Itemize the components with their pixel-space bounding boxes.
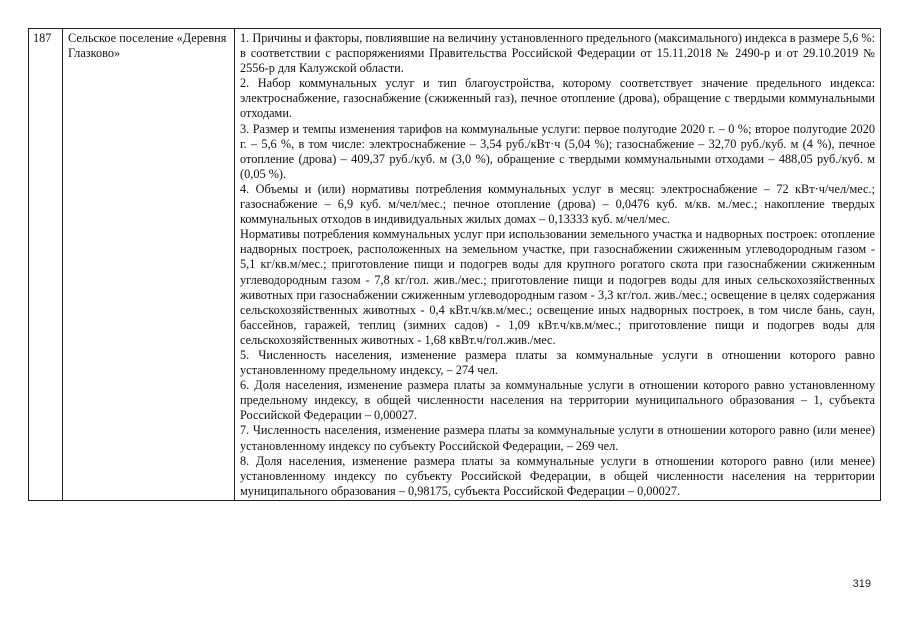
paragraph-8: 8. Доля населения, изменение размера платы за коммунальные услуги в отношении которого равно (или менее) установленному индексу по субъекту Российской Федерации, в общей численности населения на территории муниципального образования – 0,98175, субъекта Российской Федерации – 0,00027. — [240, 453, 875, 498]
paragraph-3: 3. Размер и темпы изменения тарифов на коммунальные услуги: первое полугодие 2020 г. – 0 %; второе полугодие 2020 г. – 5,6 %, в том числе: электроснабжение – 3,54 руб./кВт·ч (5,04 %); газоснабжение – 32,70 руб./куб. м (4 %), печное отопление (дрова) – 409,37 руб./куб. м (3,0 %), обращение с твердыми коммунальными отходами – 488,05 руб./куб. м (0,05 %). — [240, 121, 875, 181]
paragraph-norms: Нормативы потребления коммунальных услуг при использовании земельного участка и надворных построек: отопление надворных построек, расположенных на земельном участке, при газоснабжении сжиженным углеводородным газом - 5,1 кг/кв.м/мес.; приготовление пищи и подогрев воды для крупного рогатого скота при газоснабжении сжиженным углеводородным газом - 7,8 кг/гол. жив./мес.; приготовление пищи и подогрев воды для иных сельскохозяйственных животных при газоснабжении сжиженным углеводородным газом - 3,3 кг/гол. жив./мес.; освещение в целях содержания сельскохозяйственных животных - 0,4 кВт.ч/кв.м/мес.; освещение иных надворных построек, в том числе бань, саун, бассейнов, гаражей, теплиц (зимних садов) - 1,09 кВт.ч/кв.м/мес.; приготовление пищи и подогрев воды для сельскохозяйственных животных - 1,68 квВт.ч/гол.жив./мес. — [240, 227, 875, 347]
paragraph-5: 5. Численность населения, изменение размера платы за коммунальные услуги в отношении которого равно установленному предельному индексу, – 274 чел. — [240, 347, 875, 378]
paragraph-4: 4. Объемы и (или) нормативы потребления коммунальных услуг в месяц: электроснабжение – 72 кВт·ч/чел/мес.; газоснабжение – 6,9 куб. м/чел/мес.; печное отопление (дрова) – 0,0476 куб. м/кв. м./мес.; накопление твердых коммунальных отходов в индивидуальных жилых домах – 0,13333 куб. м/чел/мес. — [240, 181, 875, 227]
description-cell — [235, 29, 881, 501]
paragraph-6: 6. Доля населения, изменение размера платы за коммунальные услуги в отношении которого равно установленному предельному индексу, в общей численности населения на территории муниципального образования – 1, субъекта Российской Федерации – 0,00027. — [240, 378, 875, 423]
page-number: 319 — [852, 578, 871, 590]
paragraph-7: 7. Численность населения, изменение размера платы за коммунальные услуги в отношении которого равно (или менее) установленному индексу по субъекту Российской Федерации, – 269 чел. — [240, 423, 875, 453]
row-number-cell: 187 — [29, 29, 63, 501]
paragraph-2: 2. Набор коммунальных услуг и тип благоустройства, которому соответствует значение предельного индекса: электроснабжение, газоснабжение (сжиженный газ), печное отопление (дрова), обращение с твердыми коммунальными отходами. — [240, 76, 875, 121]
table-row — [29, 29, 881, 501]
paragraph-1: 1. Причины и факторы, повлиявшие на величину установленного предельного (максимального) индекса в размере 5,6 %: в соответствии с распоряжениями Правительства Российской Федерации от 15.11.2018 № 2490-р и от 29.10.2019 № 2556-р для Калужской области. — [240, 31, 875, 76]
document-table — [28, 28, 881, 501]
settlement-name-cell: Сельское поселение «Деревня Глазково» — [63, 29, 235, 501]
